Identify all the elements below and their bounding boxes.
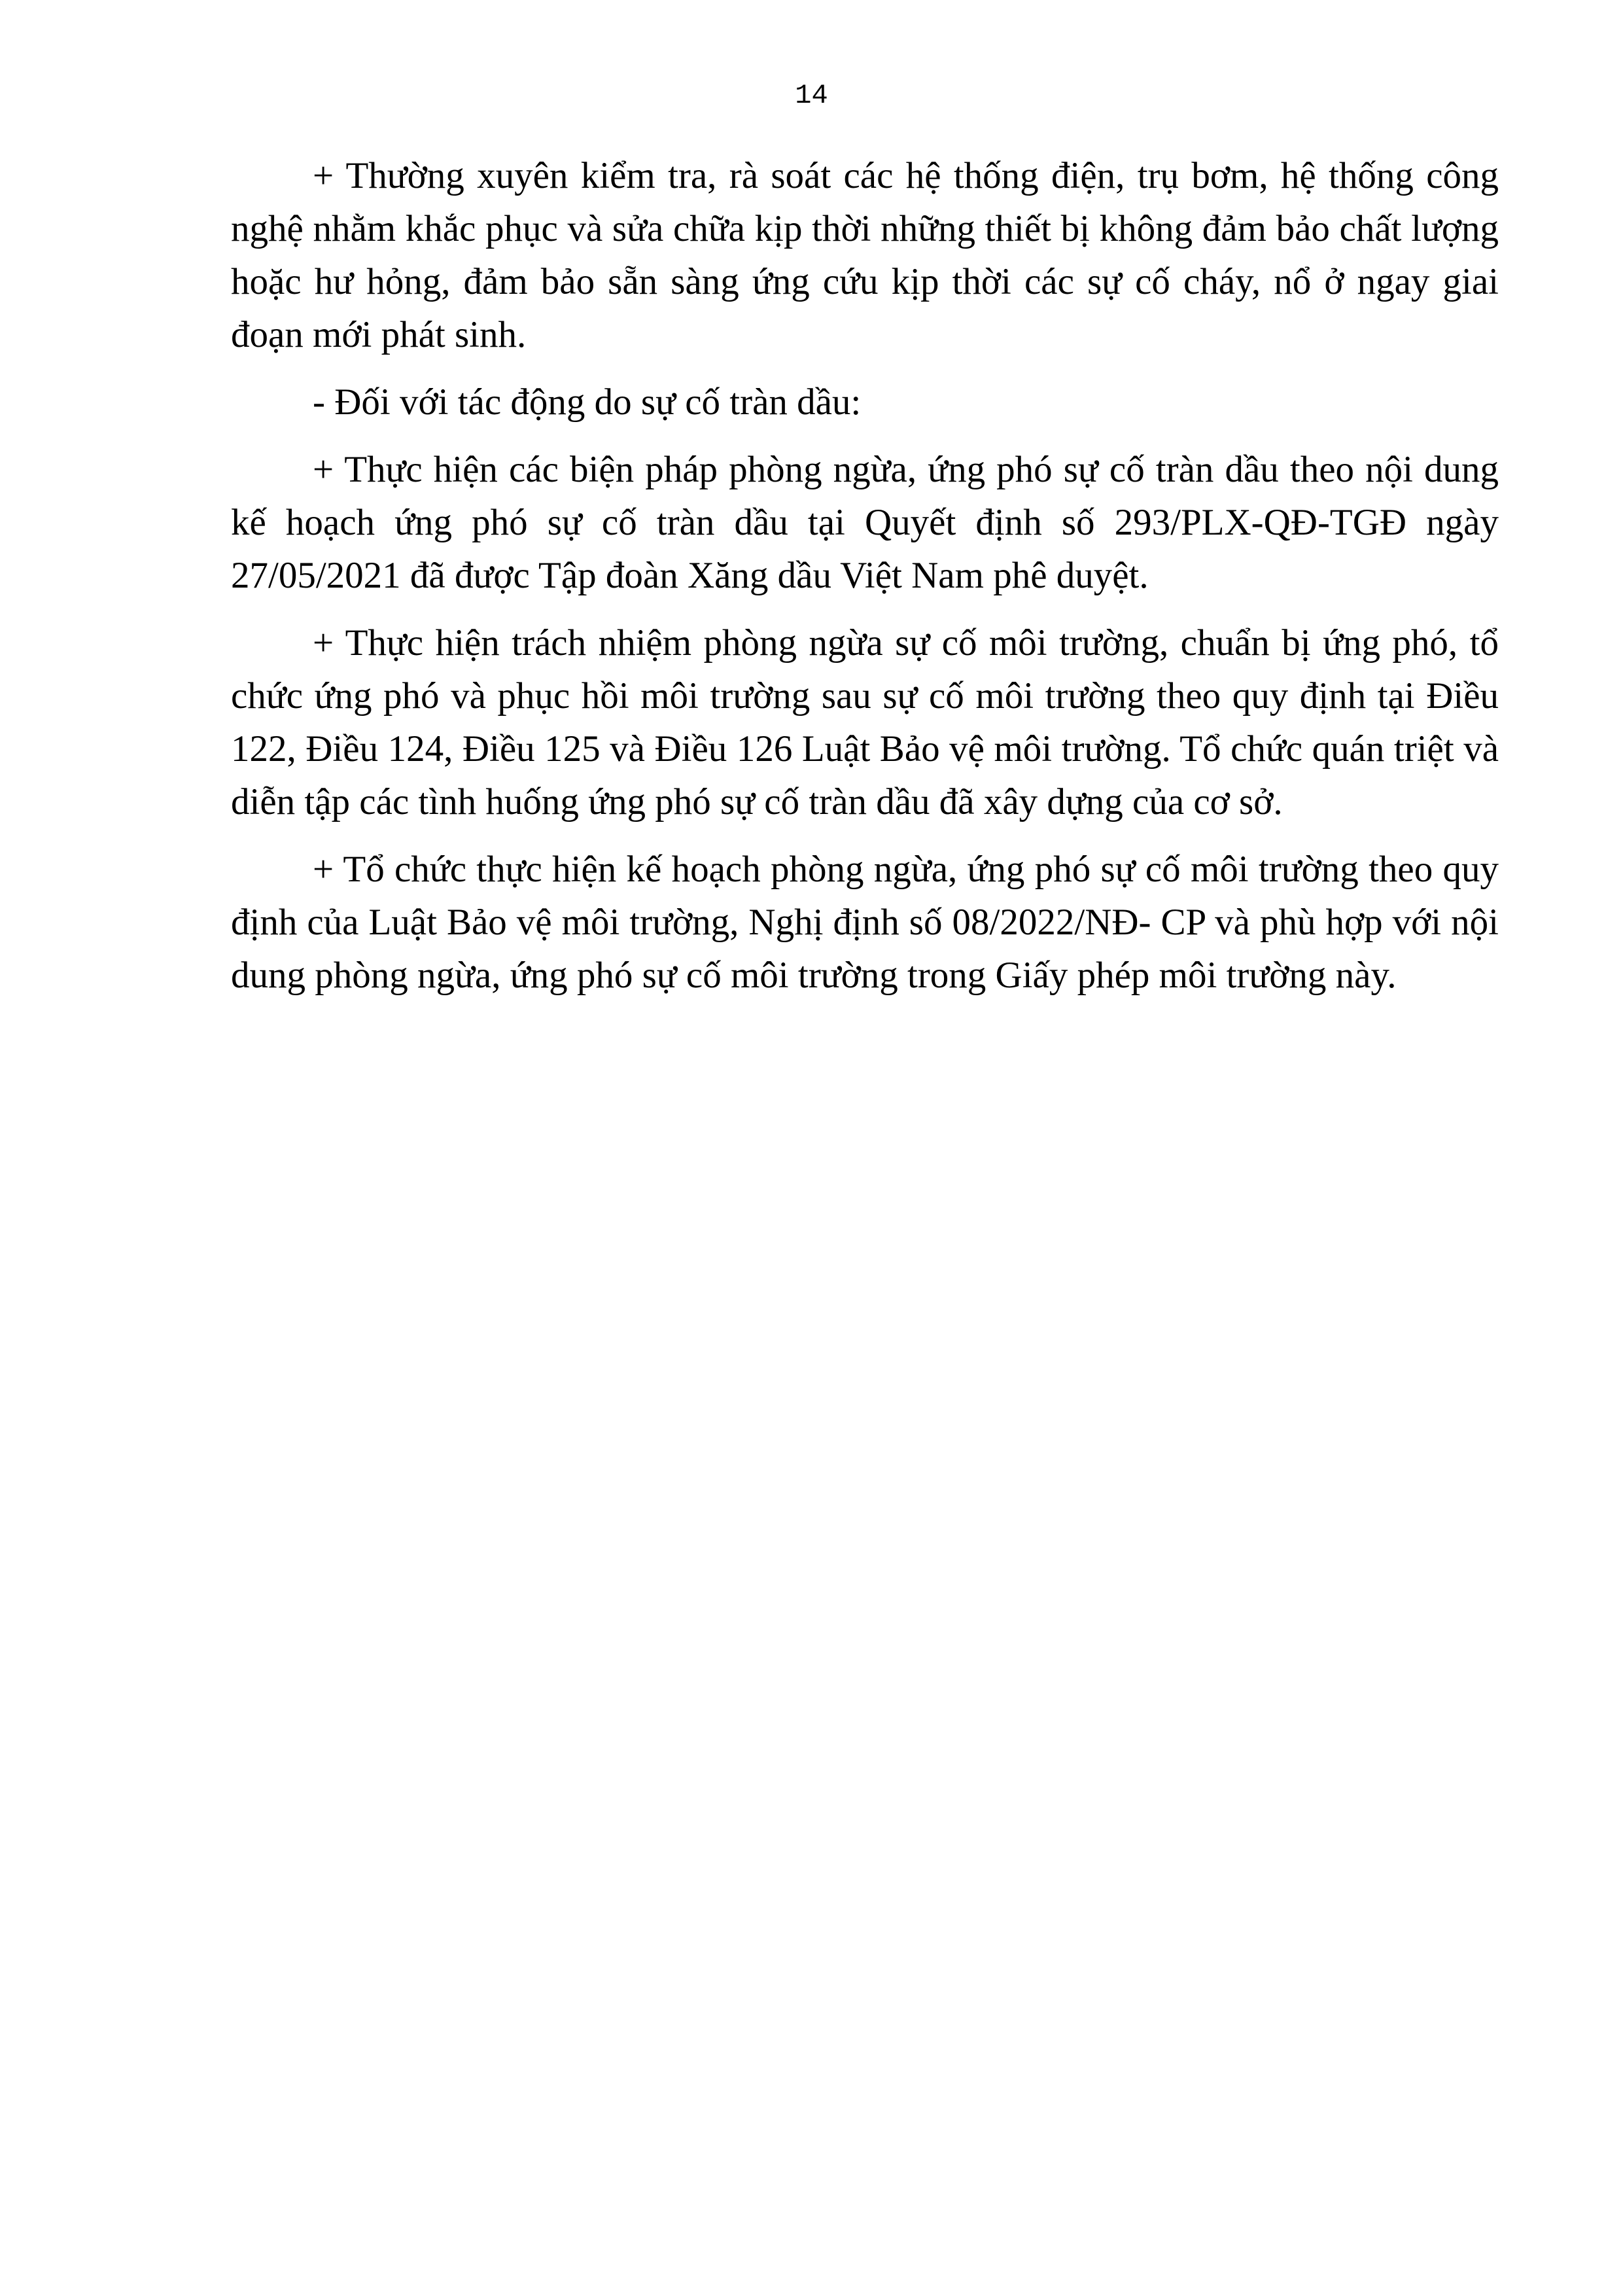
page-number: 14 [795, 80, 828, 111]
paragraph-oil-spill-prevention: + Thực hiện các biện pháp phòng ngừa, ứng phó sự cố tràn dầu theo nội dung kế hoạch ứng phó sự cố tràn dầu tại Quyết định số 293/PLX-QĐ-TGĐ ngày 27/05/2021 đã được Tập đoàn Xăng dầu Việt Nam phê duyệt. [231, 449, 1499, 596]
paragraph-oil-spill-heading: - Đối với tác động do sự cố tràn dầu: [313, 381, 862, 423]
paragraph-environmental-responsibility: + Thực hiện trách nhiệm phòng ngừa sự cố môi trường, chuẩn bị ứng phó, tổ chức ứng phó và phục hồi môi trường sau sự cố môi trường theo quy định tại Điều 122, Điều 124, Điều 125 và Điều 126 Luật Bảo vệ môi trường. Tổ chức quán triệt và diễn tập các tình huống ứng phó sự cố tràn dầu đã xây dựng của cơ sở. [231, 622, 1499, 822]
document-body [231, 149, 1499, 1016]
paragraph-fire-system-inspection: + Thường xuyên kiểm tra, rà soát các hệ thống điện, trụ bơm, hệ thống công nghệ nhằm khắc phục và sửa chữa kịp thời những thiết bị không đảm bảo chất lượng hoặc hư hỏng, đảm bảo sẵn sàng ứng cứu kịp thời các sự cố cháy, nổ ở ngay giai đoạn mới phát sinh. [231, 155, 1499, 355]
paragraph-response-plan: + Tổ chức thực hiện kế hoạch phòng ngừa, ứng phó sự cố môi trường theo quy định của Luật Bảo vệ môi trường, Nghị định số 08/2022/NĐ- CP và phù hợp với nội dung phòng ngừa, ứng phó sự cố môi trường trong Giấy phép môi trường này. [231, 849, 1499, 996]
